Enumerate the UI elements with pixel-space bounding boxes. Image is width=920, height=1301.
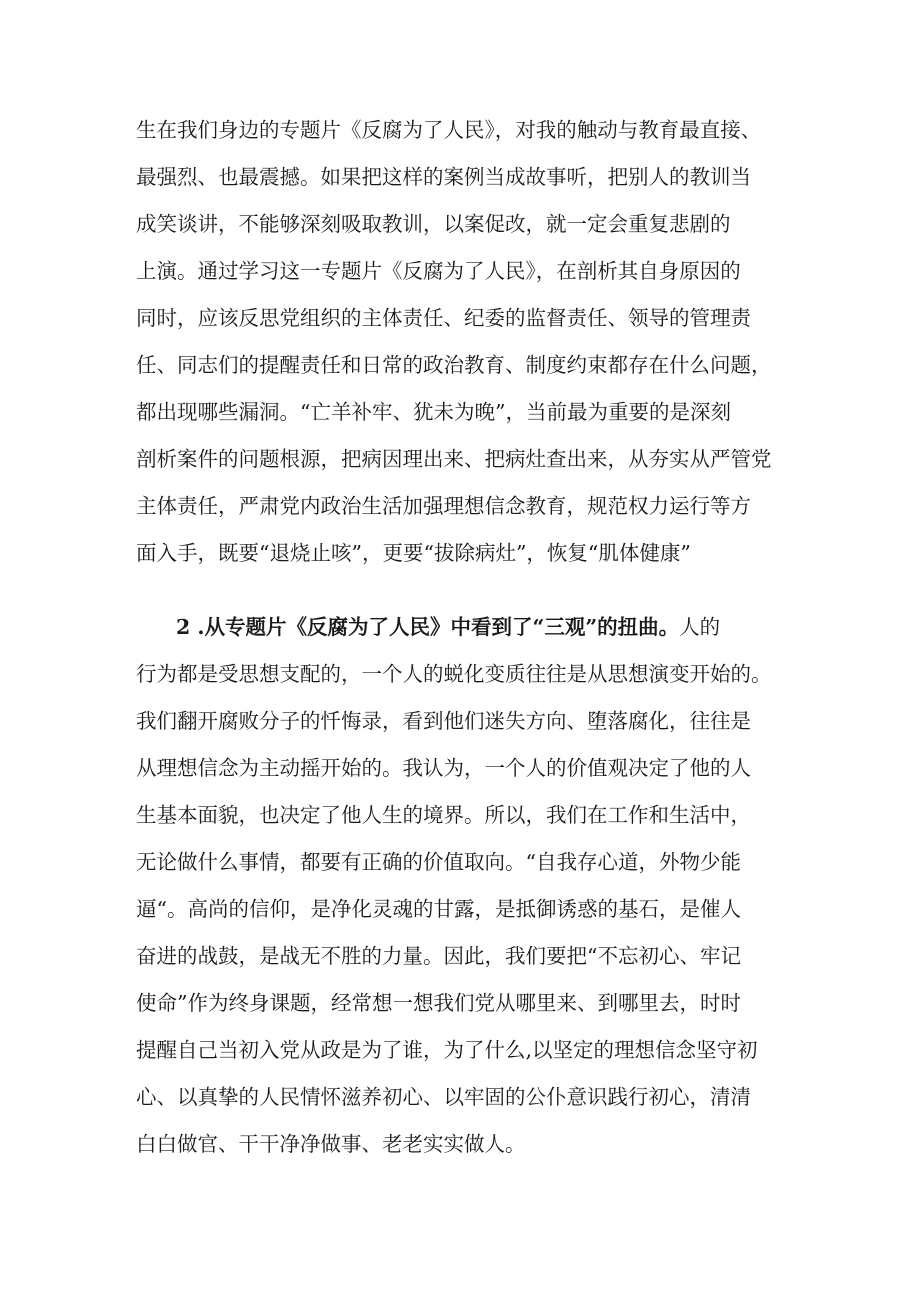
- paragraph-first-line: [176, 607, 720, 647]
- paragraph-line: 面入手，既要“退烧止咳”，更要“拔除病灶”，恢复“肌体健康”: [136, 541, 691, 565]
- paragraph-line: 主体责任，严肃党内政治生活加强理想信念教育，规范权力运行等方: [136, 494, 751, 518]
- paragraph-line: 白白做官、干干净净做事、老老实实做人。: [136, 1132, 526, 1156]
- paragraph-line: 行为都是受思想支配的，一个人的蜕化变质往往是从思想演变开始的。: [136, 662, 772, 686]
- paragraph-line: 剖析案件的问题根源，把病因理出来、把病灶查出来，从夯实从严管党: [136, 447, 772, 471]
- paragraph-line: 使命”作为终身课题，经常想一想我们党从哪里来、到哪里去，时时: [136, 991, 741, 1015]
- paragraph-line: 从理想信念为主动摇开始的。我认为，一个人的价值观决定了他的人: [136, 756, 751, 780]
- paragraph-line: 提醒自己当初入党从政是为了谁，为了什么,以坚定的理想信念坚守初: [136, 1038, 758, 1062]
- paragraph-line: 生在我们身边的专题片《反腐为了人民》，对我的触动与教育最直接、: [136, 118, 762, 142]
- paragraph-line: 都出现哪些漏洞。“亡羊补牢、犹未为晚”，当前最为重要的是深刻: [136, 400, 731, 424]
- paragraph-text: 人的: [679, 615, 721, 639]
- paragraph-line: 无论做什么事情，都要有正确的价值取向。“自我存心道，外物少能: [136, 850, 741, 874]
- paragraph-line: 我们翻开腐败分子的忏悔录，看到他们迷失方向、堕落腐化，往往是: [136, 709, 751, 733]
- paragraph-line: 任、同志们的提醒责任和日常的政治教育、制度约束都存在什么问题，: [136, 353, 772, 377]
- section-heading: 2 .从专题片《反腐为了人民》中看到了“三观”的扭曲。: [176, 615, 680, 639]
- paragraph-line: 生基本面貌，也决定了他人生的境界。所以，我们在工作和生活中，: [136, 803, 751, 827]
- paragraph-line: 上演。通过学习这一专题片《反腐为了人民》，在剖析其自身原因的: [136, 259, 741, 283]
- paragraph-line: 心、以真挚的人民情怀滋养初心、以牢固的公仆意识践行初心，清清: [136, 1085, 751, 1109]
- paragraph-line: 同时，应该反思党组织的主体责任、纪委的监督责任、领导的管理责: [136, 306, 751, 330]
- paragraph-line: 成笑谈讲，不能够深刻吸取教训，以案促改，就一定会重复悲剧的: [136, 212, 731, 236]
- paragraph-line: 逼“。高尚的信仰，是净化灵魂的甘露，是抵御诱惑的基石，是催人: [136, 897, 741, 921]
- paragraph-line: 最强烈、也最震撼。如果把这样的案例当成故事听，把别人的教训当: [136, 165, 751, 189]
- paragraph-line: 奋进的战鼓，是战无不胜的力量。因此，我们要把“不忘初心、牢记: [136, 944, 741, 968]
